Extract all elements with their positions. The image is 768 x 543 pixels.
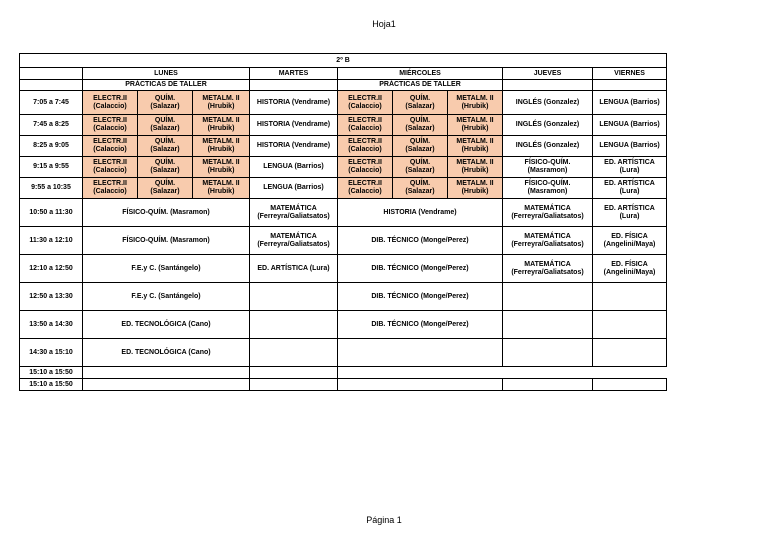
workshop-quim-cell: QUÍM. (Salazar) xyxy=(138,178,193,199)
workshop-quim-cell: QUÍM. (Salazar) xyxy=(393,115,448,136)
class-cell-jueves: MATEMÁTICA (Ferreyra/Galiatsatos) xyxy=(503,227,593,255)
page-footer: Página 1 xyxy=(366,515,402,525)
schedule-table xyxy=(19,53,667,391)
class-cell-viernes: LENGUA (Barrios) xyxy=(593,115,667,136)
class-cell-lunes: FÍSICO-QUÍM. (Masramon) xyxy=(83,199,250,227)
day-header-viernes: VIERNES xyxy=(593,68,667,80)
time-cell: 12:50 a 13:30 xyxy=(20,283,83,311)
workshop-metalm-cell: METALM. II (Hrubik) xyxy=(448,178,503,199)
empty-cell xyxy=(83,379,250,391)
day-header-jueves: JUEVES xyxy=(503,68,593,80)
class-cell-martes: ED. ARTÍSTICA (Lura) xyxy=(250,255,338,283)
class-cell-jueves xyxy=(503,311,593,339)
class-cell-martes: HISTORIA (Vendrame) xyxy=(250,136,338,157)
time-cell: 15:10 a 15:50 xyxy=(20,367,83,379)
workshop-metalm-cell: METALM. II (Hrubik) xyxy=(448,115,503,136)
workshop-quim-cell: QUÍM. (Salazar) xyxy=(138,157,193,178)
class-cell-viernes: ED. FÍSICA (Angelini/Maya) xyxy=(593,255,667,283)
class-cell-lunes: F.E.y C. (Santángelo) xyxy=(83,283,250,311)
class-cell-viernes: LENGUA (Barrios) xyxy=(593,136,667,157)
empty-cell xyxy=(593,379,667,391)
workshop-metalm-cell: METALM. II (Hrubik) xyxy=(193,157,250,178)
time-cell: 10:50 a 11:30 xyxy=(20,199,83,227)
workshop-electr-cell: ELECTR.II (Calaccio) xyxy=(83,91,138,115)
workshop-quim-cell: QUÍM. (Salazar) xyxy=(138,136,193,157)
schedule-title: 2º B xyxy=(20,54,667,68)
empty-cell xyxy=(338,367,503,379)
workshop-metalm-cell: METALM. II (Hrubik) xyxy=(193,91,250,115)
class-cell-jueves: MATEMÁTICA (Ferreyra/Galiatsatos) xyxy=(503,199,593,227)
class-cell-martes: HISTORIA (Vendrame) xyxy=(250,115,338,136)
class-cell-jueves xyxy=(503,339,593,367)
time-cell: 9:15 a 9:55 xyxy=(20,157,83,178)
class-cell-viernes: LENGUA (Barrios) xyxy=(593,91,667,115)
workshop-quim-cell: QUÍM. (Salazar) xyxy=(138,115,193,136)
time-cell: 7:45 a 8:25 xyxy=(20,115,83,136)
workshop-electr-cell: ELECTR.II (Calaccio) xyxy=(83,115,138,136)
class-cell-martes xyxy=(250,311,338,339)
class-cell-jueves: INGLÉS (Gonzalez) xyxy=(503,115,593,136)
workshop-electr-cell: ELECTR.II (Calaccio) xyxy=(83,178,138,199)
class-cell-martes xyxy=(250,339,338,367)
corner-cell xyxy=(20,68,83,80)
class-cell-miercoles: DIB. TÉCNICO (Monge/Perez) xyxy=(338,227,503,255)
empty-cell xyxy=(503,80,593,91)
class-cell-martes: MATEMÁTICA (Ferreyra/Galiatsatos) xyxy=(250,227,338,255)
class-cell-martes: HISTORIA (Vendrame) xyxy=(250,91,338,115)
time-cell: 8:25 a 9:05 xyxy=(20,136,83,157)
workshop-quim-cell: QUÍM. (Salazar) xyxy=(393,136,448,157)
class-cell-martes: LENGUA (Barrios) xyxy=(250,157,338,178)
class-cell-lunes: FÍSICO-QUÍM. (Masramon) xyxy=(83,227,250,255)
empty-cell xyxy=(593,80,667,91)
time-cell: 15:10 a 15:50 xyxy=(20,379,83,391)
workshop-electr-cell: ELECTR.II (Calaccio) xyxy=(338,178,393,199)
class-cell-martes: MATEMÁTICA (Ferreyra/Galiatsatos) xyxy=(250,199,338,227)
day-header-lunes: LUNES xyxy=(83,68,250,80)
workshop-electr-cell: ELECTR.II (Calaccio) xyxy=(338,115,393,136)
empty-cell xyxy=(503,379,593,391)
class-cell-miercoles: DIB. TÉCNICO (Monge/Perez) xyxy=(338,255,503,283)
time-cell: 9:55 a 10:35 xyxy=(20,178,83,199)
class-cell-miercoles xyxy=(338,339,503,367)
class-cell-martes xyxy=(250,283,338,311)
workshop-metalm-cell: METALM. II (Hrubik) xyxy=(448,157,503,178)
empty-cell xyxy=(250,367,338,379)
workshop-electr-cell: ELECTR.II (Calaccio) xyxy=(338,136,393,157)
workshop-electr-cell: ELECTR.II (Calaccio) xyxy=(338,157,393,178)
class-cell-viernes xyxy=(593,339,667,367)
class-cell-viernes: ED. FÍSICA (Angelini/Maya) xyxy=(593,227,667,255)
time-cell: 11:30 a 12:10 xyxy=(20,227,83,255)
workshop-electr-cell: ELECTR.II (Calaccio) xyxy=(338,91,393,115)
workshop-quim-cell: QUÍM. (Salazar) xyxy=(393,157,448,178)
empty-cell xyxy=(250,379,338,391)
day-header-martes: MARTES xyxy=(250,68,338,80)
class-cell-miercoles: HISTORIA (Vendrame) xyxy=(338,199,503,227)
empty-cell xyxy=(338,379,503,391)
class-cell-jueves: INGLÉS (Gonzalez) xyxy=(503,136,593,157)
class-cell-jueves: INGLÉS (Gonzalez) xyxy=(503,91,593,115)
workshop-metalm-cell: METALM. II (Hrubik) xyxy=(448,136,503,157)
class-cell-lunes: F.E.y C. (Santángelo) xyxy=(83,255,250,283)
class-cell-lunes: ED. TECNOLÓGICA (Cano) xyxy=(83,311,250,339)
class-cell-jueves xyxy=(503,283,593,311)
workshop-quim-cell: QUÍM. (Salazar) xyxy=(393,178,448,199)
empty-cell xyxy=(503,367,593,379)
time-cell: 7:05 a 7:45 xyxy=(20,91,83,115)
class-cell-miercoles: DIB. TÉCNICO (Monge/Perez) xyxy=(338,283,503,311)
time-cell: 12:10 a 12:50 xyxy=(20,255,83,283)
day-header-miercoles: MIÉRCOLES xyxy=(338,68,503,80)
class-cell-jueves: MATEMÁTICA (Ferreyra/Galiatsatos) xyxy=(503,255,593,283)
workshop-electr-cell: ELECTR.II (Calaccio) xyxy=(83,136,138,157)
class-cell-viernes: ED. ARTÍSTICA (Lura) xyxy=(593,199,667,227)
empty-cell xyxy=(593,367,667,379)
workshop-metalm-cell: METALM. II (Hrubik) xyxy=(193,136,250,157)
time-cell: 13:50 a 14:30 xyxy=(20,311,83,339)
workshop-header-miercoles: PRÁCTICAS DE TALLER xyxy=(338,80,503,91)
class-cell-viernes: ED. ARTÍSTICA (Lura) xyxy=(593,157,667,178)
workshop-metalm-cell: METALM. II (Hrubik) xyxy=(448,91,503,115)
time-cell: 14:30 a 15:10 xyxy=(20,339,83,367)
workshop-quim-cell: QUÍM. (Salazar) xyxy=(393,91,448,115)
class-cell-miercoles: DIB. TÉCNICO (Monge/Perez) xyxy=(338,311,503,339)
class-cell-jueves: FÍSICO-QUÍM. (Masramon) xyxy=(503,178,593,199)
class-cell-martes: LENGUA (Barrios) xyxy=(250,178,338,199)
workshop-metalm-cell: METALM. II (Hrubik) xyxy=(193,178,250,199)
sheet-name: Hoja1 xyxy=(372,19,396,29)
empty-cell xyxy=(83,367,250,379)
workshop-header-lunes: PRÁCTICAS DE TALLER xyxy=(83,80,250,91)
class-cell-viernes xyxy=(593,311,667,339)
workshop-electr-cell: ELECTR.II (Calaccio) xyxy=(83,157,138,178)
workshop-quim-cell: QUÍM. (Salazar) xyxy=(138,91,193,115)
workshop-metalm-cell: METALM. II (Hrubik) xyxy=(193,115,250,136)
empty-cell xyxy=(250,80,338,91)
class-cell-viernes: ED. ARTÍSTICA (Lura) xyxy=(593,178,667,199)
class-cell-viernes xyxy=(593,283,667,311)
class-cell-lunes: ED. TECNOLÓGICA (Cano) xyxy=(83,339,250,367)
time-cell xyxy=(20,80,83,91)
class-cell-jueves: FÍSICO-QUÍM. (Masramon) xyxy=(503,157,593,178)
